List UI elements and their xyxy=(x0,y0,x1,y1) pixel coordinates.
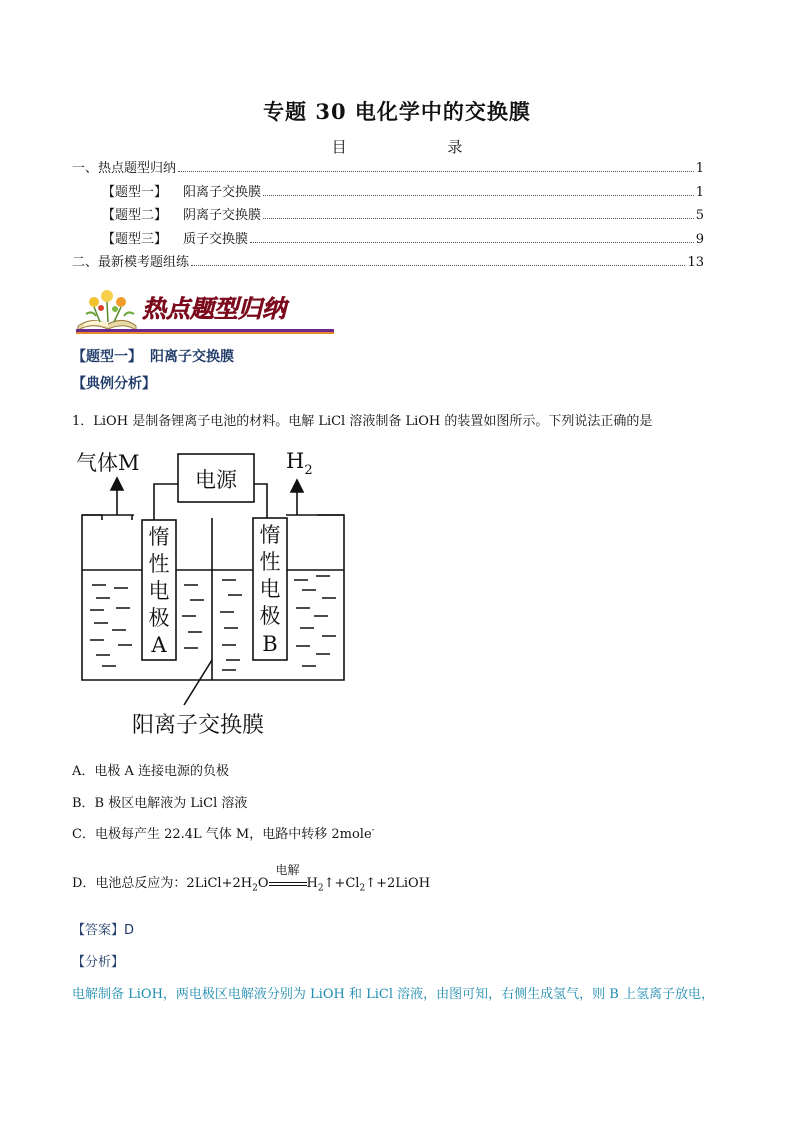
toc-entry-page: 9 xyxy=(695,231,704,247)
section-heading xyxy=(72,346,234,366)
reaction-condition-label: 电解 xyxy=(275,863,300,877)
toc-heading-char-2: 录 xyxy=(447,138,463,156)
option-d-prefix: D．电池总反应为：2LiCl+2H xyxy=(72,876,253,891)
option-d[interactable] xyxy=(72,863,732,894)
toc-entry-label: 二、最新模考题组练 xyxy=(72,255,190,270)
option-d-end: ↑+2LiOH xyxy=(365,876,431,891)
electrolysis-diagram xyxy=(72,440,372,750)
wire-right xyxy=(254,484,267,518)
electrode-a-char: 性 xyxy=(148,552,170,576)
membrane-pointer xyxy=(184,660,212,705)
electrode-b-char: B xyxy=(262,632,278,656)
analysis-heading: 【分析】 xyxy=(72,955,125,970)
analysis-text: 电解制备 LiOH，两电极区电解液分别为 LiOH 和 LiCl 溶液，由图可知，右侧生成氢气，则 B 上氢离子放电， xyxy=(72,987,714,1002)
electrode-a-char: A xyxy=(151,633,167,657)
toc-leader xyxy=(178,171,694,172)
h2-base: H xyxy=(286,449,305,473)
toc-entry-name: 质子交换膜 xyxy=(183,231,249,247)
option-b[interactable]: B．B 极区电解液为 LiCl 溶液 xyxy=(72,796,248,811)
option-c-superscript: - xyxy=(371,825,375,836)
banner-text: 热点题型归纳 xyxy=(142,295,286,323)
option-d-subscript: 2 xyxy=(359,883,366,894)
option-c-text: C．电极每产生 22.4L 气体 M，电路中转移 2mole xyxy=(72,827,372,842)
section-tag: 【题型一】 xyxy=(72,349,142,365)
electrode-a-char: 极 xyxy=(148,606,170,630)
wire-left xyxy=(154,484,178,520)
toc-entry-label: 【题型二】 xyxy=(102,208,168,223)
toc-entry[interactable] xyxy=(72,181,704,205)
toc-entry-name: 阳离子交换膜 xyxy=(183,184,262,200)
toc-leader xyxy=(263,218,694,219)
electrode-b-char: 性 xyxy=(259,550,281,574)
electrode-b-char: 惰 xyxy=(259,523,281,547)
option-d-h: H xyxy=(306,876,318,891)
book-flower-icon xyxy=(78,290,136,330)
electrode-b-char: 极 xyxy=(259,604,281,628)
toc-entry[interactable] xyxy=(72,251,704,275)
membrane-label: 阳离子交换膜 xyxy=(132,713,265,738)
h2-subscript: 2 xyxy=(304,463,313,478)
banner-underline-purple xyxy=(76,329,334,332)
toc-entry-label: 一、热点题型归纳 xyxy=(72,161,177,176)
reaction-condition xyxy=(269,863,307,891)
power-source-label: 电源 xyxy=(195,468,237,492)
toc-heading-char-1: 目 xyxy=(331,138,347,156)
toc-entry-name: 阴离子交换膜 xyxy=(183,208,262,223)
option-d-subscript: 2 xyxy=(252,883,258,894)
gas-arrowhead-left xyxy=(111,478,123,490)
toc-entry-label: 【题型三】 xyxy=(102,231,168,247)
option-d-mid: ↑+Cl xyxy=(323,876,360,891)
toc-entry-page: 13 xyxy=(687,255,704,270)
toc-entry[interactable] xyxy=(72,157,704,181)
answer: 【答案】D xyxy=(72,923,135,938)
toc-entry-page: 1 xyxy=(695,161,704,176)
gas-m-label: 气体M xyxy=(76,451,140,475)
question-stem: 1．LiOH 是制备锂离子电池的材料。电解 LiCl 溶液制备 LiOH 的装置如图所示。下列说法正确的是 xyxy=(72,414,653,429)
toc-heading xyxy=(0,136,794,157)
banner-underline-orange xyxy=(76,332,334,334)
toc-leader xyxy=(191,265,685,266)
subheading: 【典例分析】 xyxy=(72,376,156,392)
option-a[interactable]: A．电极 A 连接电源的负极 xyxy=(72,764,230,779)
electrolyte-marks xyxy=(90,576,336,670)
reaction-equals-bar xyxy=(269,882,307,886)
option-d-o: O xyxy=(257,876,269,891)
toc-entry-label: 【题型一】 xyxy=(102,184,168,200)
option-c[interactable] xyxy=(72,823,732,842)
toc-entry-page: 1 xyxy=(695,184,704,200)
electrode-a-char: 电 xyxy=(148,579,170,603)
toc-entry-page: 5 xyxy=(695,208,704,223)
toc-entry[interactable] xyxy=(72,228,704,252)
electrode-b-char: 电 xyxy=(259,577,281,601)
table-of-contents xyxy=(72,157,704,275)
toc-leader xyxy=(263,195,694,196)
page-title: 专题 30 电化学中的交换膜 xyxy=(263,99,531,124)
toc-leader xyxy=(250,242,694,243)
gas-arrowhead-right xyxy=(291,480,303,492)
section-banner xyxy=(74,286,336,336)
electrode-a-char: 惰 xyxy=(148,525,170,549)
option-d-subscript: 2 xyxy=(317,883,324,894)
section-name: 阳离子交换膜 xyxy=(150,349,234,365)
h2-label xyxy=(286,449,313,478)
toc-entry[interactable] xyxy=(72,204,704,228)
